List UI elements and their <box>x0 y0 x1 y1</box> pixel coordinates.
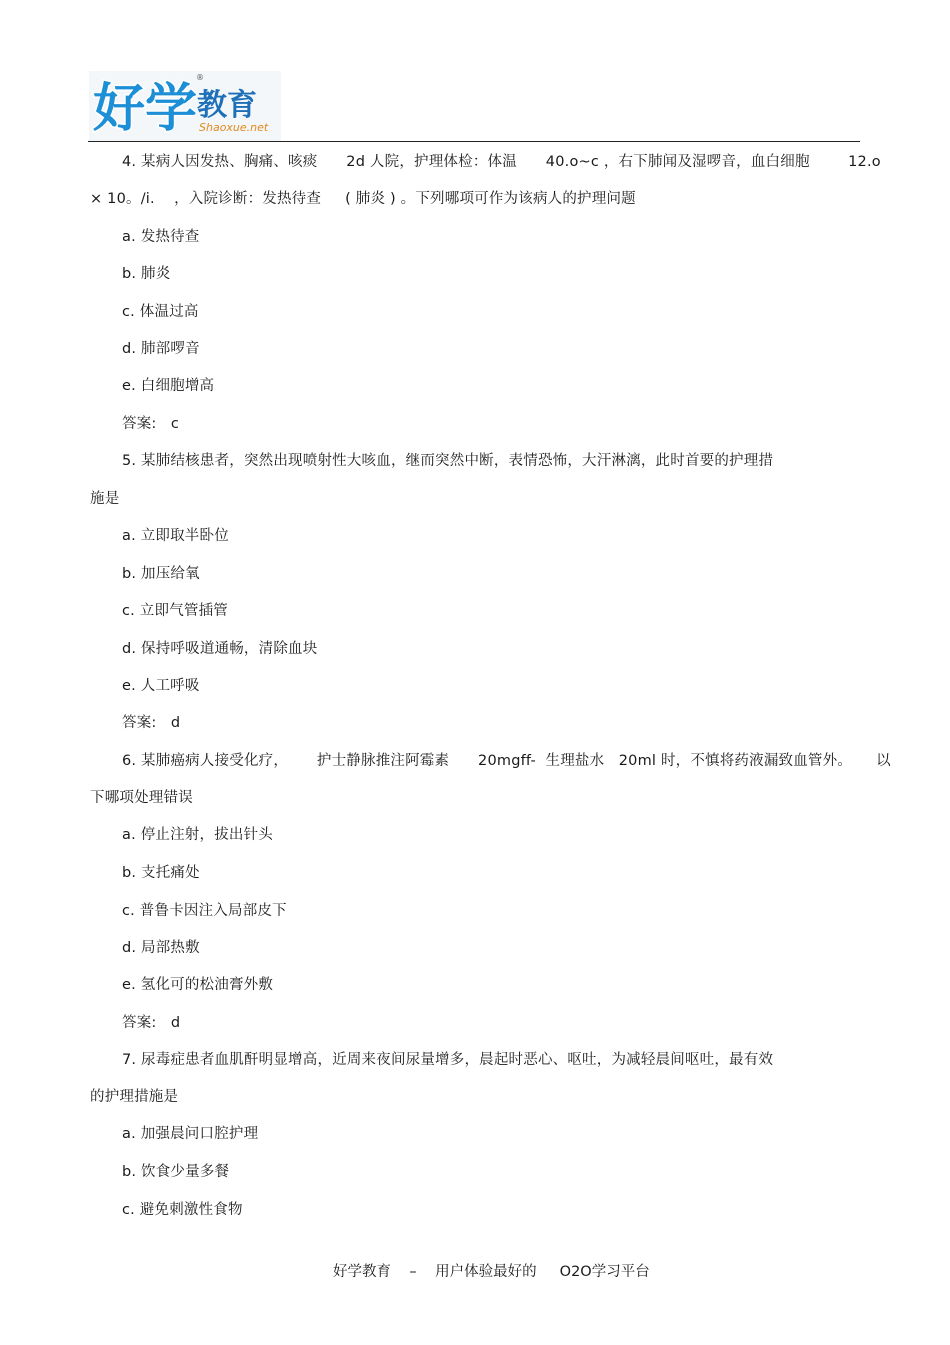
question-6-answer: 答案: d <box>122 1015 181 1031</box>
question-5-option-c: c. 立即气管插管 <box>122 603 228 619</box>
question-4-answer: 答案: c <box>122 416 180 432</box>
question-7-option-c: c. 避免刺激性食物 <box>122 1202 243 1218</box>
question-7-stem-cont: 的护理措施是 <box>90 1089 179 1105</box>
question-6-option-d: d. 局部热敷 <box>122 940 200 956</box>
question-4-stem: 4. 某病人因发热、胸痛、咳痰 2d 人院，护理体检：体温 40.o~c ，右下肺闻及湿啰音，血白细胞 12.o <box>122 154 881 170</box>
logo <box>89 71 281 141</box>
question-5-option-d: d. 保持呼吸道通畅，清除血块 <box>122 641 318 657</box>
question-6-stem: 6. 某肺癌病人接受化疗， 护士静脉推注阿霉素 20mgff- 生理盐水 20ml 时，不慎将药液漏致血管外。 以 <box>122 753 891 769</box>
question-5-option-e: e. 人工呼吸 <box>122 678 200 694</box>
logo-sub-text: Shaoxue.net <box>199 121 269 134</box>
question-7-option-b: b. 饮食少量多餐 <box>122 1164 230 1180</box>
page-footer: 好学教育 – 用户体验最好的 O2O学习平台 <box>333 1264 650 1280</box>
header-rule <box>88 141 860 142</box>
question-5-answer: 答案: d <box>122 715 181 731</box>
question-4-option-c: c. 体温过高 <box>122 304 199 320</box>
question-4-option-a: a. 发热待查 <box>122 229 200 245</box>
question-5-option-b: b. 加压给氧 <box>122 566 200 582</box>
question-4-option-e: e. 白细胞增高 <box>122 378 215 394</box>
logo-main-text-1: 好学 <box>93 79 198 139</box>
question-6-option-c: c. 普鲁卡因注入局部皮下 <box>122 903 287 919</box>
logo-main-text-2: 教育 <box>197 88 257 123</box>
question-5-stem: 5. 某肺结核患者，突然出现喷射性大咳血，继而突然中断，表情恐怖，大汗淋漓，此时首要的护理措 <box>122 453 774 469</box>
question-4-option-b: b. 肺炎 <box>122 266 171 282</box>
logo-registered-mark: ® <box>196 73 204 82</box>
question-6-option-b: b. 支托痛处 <box>122 865 200 881</box>
question-4-option-d: d. 肺部啰音 <box>122 341 200 357</box>
question-5-stem-cont: 施是 <box>90 491 120 507</box>
question-7-option-a: a. 加强晨问口腔护理 <box>122 1126 259 1142</box>
question-4-stem-cont: × 10。/i. ，入院诊断：发热待查 ( 肺炎 ) 。下列哪项可作为该病人的护理问题 <box>90 191 636 207</box>
question-6-stem-cont: 下哪项处理错误 <box>90 790 193 806</box>
question-6-option-a: a. 停止注射，拔出针头 <box>122 827 274 843</box>
question-5-option-a: a. 立即取半卧位 <box>122 528 229 544</box>
question-6-option-e: e. 氢化可的松油膏外敷 <box>122 977 274 993</box>
question-7-stem: 7. 尿毒症患者血肌酐明显增高，近周来夜间尿量增多，晨起时恶心、呕吐，为减轻晨间呕吐，最有效 <box>122 1052 774 1068</box>
